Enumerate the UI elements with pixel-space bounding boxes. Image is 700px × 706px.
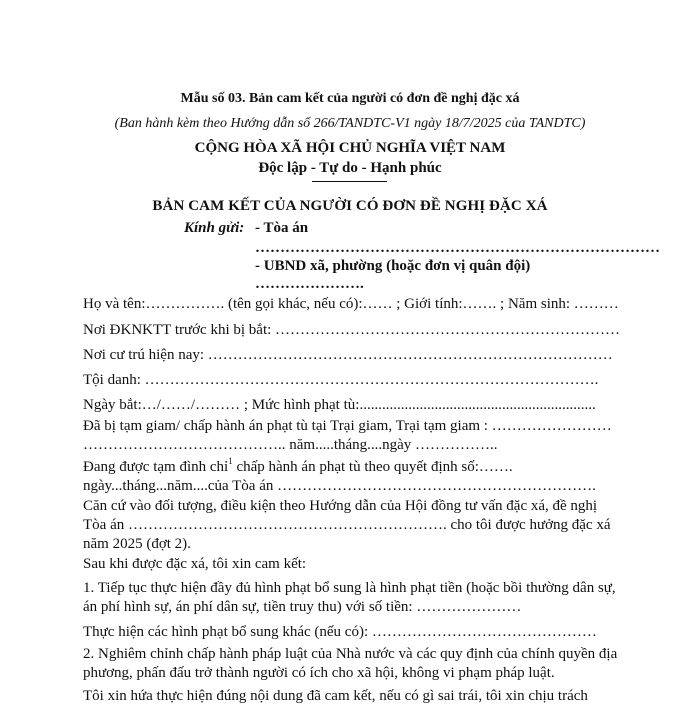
other-penalties-field: Thực hiện các hình phạt bổ sung khác (nếu có): ……………………………………… [83,624,597,640]
motto-underline [312,181,387,182]
commitment-1-line-2: án phí hình sự, án phí dân sự, tiền truy thu) với số tiền: ………………… [83,599,522,615]
detention-line-1: Đã bị tạm giam/ chấp hành án phạt tù tại Trại giam, Trại tạm giam : …………………… [83,418,612,434]
recipient-authority-blank: …………………. [255,276,364,292]
commitment-1-line-1: 1. Tiếp tục thực hiện đầy đủ hình phạt bổ sung là hình phạt tiền (hoặc bồi thường dân sự, [83,580,616,596]
national-title: CỘNG HÒA XÃ HỘI CHỦ NGHĨA VIỆT NAM [194,140,506,156]
basis-line-2: Tòa án ………………………………………………………. cho tôi được hưởng đặc xá [83,517,611,533]
recipient-court: - Tòa án [255,220,309,236]
suspension-text-b: chấp hành án phạt tù theo quyết định số:……. [232,459,513,475]
commitment-intro: Sau khi được đặc xá, tôi xin cam kết: [83,556,307,572]
document-title: BẢN CAM KẾT CỦA NGƯỜI CÓ ĐƠN ĐỀ NGHỊ ĐẶC XÁ [152,198,548,214]
detention-paragraph [83,417,613,455]
commitment-1 [83,579,616,617]
current-residence-field: Nơi cư trú hiện nay: ……………………………………………………………………… [83,347,613,363]
crime-field: Tội danh: ………………………………………………………………………………. [83,372,599,388]
arrest-date-field: Ngày bắt:…/……/……… ; Mức hình phạt tù:............................................................... [83,397,596,413]
suspension-line-1 [83,458,613,477]
recipient-court-blank: ……………………………………………………………………… [255,240,660,256]
form-number-title: Mẫu số 03. Bản cam kết của người có đơn đề nghị đặc xá [180,91,520,106]
national-motto: Độc lập - Tự do - Hạnh phúc [258,160,442,176]
suspension-paragraph [83,458,613,496]
issued-by-note: (Ban hành kèm theo Hướng dẫn số 266/TANDTC-V1 ngày 18/7/2025 của TANDTC) [114,116,586,131]
detention-line-2: ………………………………….. năm.....tháng....ngày …………….. [83,437,498,453]
name-field-line: Họ và tên:……………. (tên gọi khác, nếu có):…… ; Giới tính:……. ; Năm sinh: ……… [83,296,619,312]
footnote-marker: 1 [228,456,233,466]
basis-line-3: năm 2025 (đợt 2). [83,536,191,552]
basis-paragraph [83,497,613,554]
suspension-line-2: ngày...tháng...năm....của Tòa án ………………………………………………………. [83,478,596,494]
recipient-local-authority: - UBND xã, phường (hoặc đơn vị quân đội) [255,258,531,274]
suspension-text-a: Đang được tạm đình chỉ [83,459,229,475]
closing-statement: Tôi xin hứa thực hiện đúng nội dung đã cam kết, nếu có gì sai trái, tôi xin chịu trách [83,688,588,704]
commitment-2 [83,645,618,683]
recipients-label: Kính gửi: [184,220,245,236]
commitment-2-line-1: 2. Nghiêm chỉnh chấp hành pháp luật của Nhà nước và các quy định của chính quyền địa [83,646,618,662]
commitment-2-line-2: phương, phấn đấu trở thành người có ích cho xã hội, không vi phạm pháp luật. [83,665,555,681]
basis-line-1: Căn cứ vào đối tượng, điều kiện theo Hướng dẫn của Hội đồng tư vấn đặc xá, đề nghị [83,498,598,514]
prior-residence-field: Nơi ĐKNKTT trước khi bị bắt: …………………………………………………………… [83,322,621,338]
